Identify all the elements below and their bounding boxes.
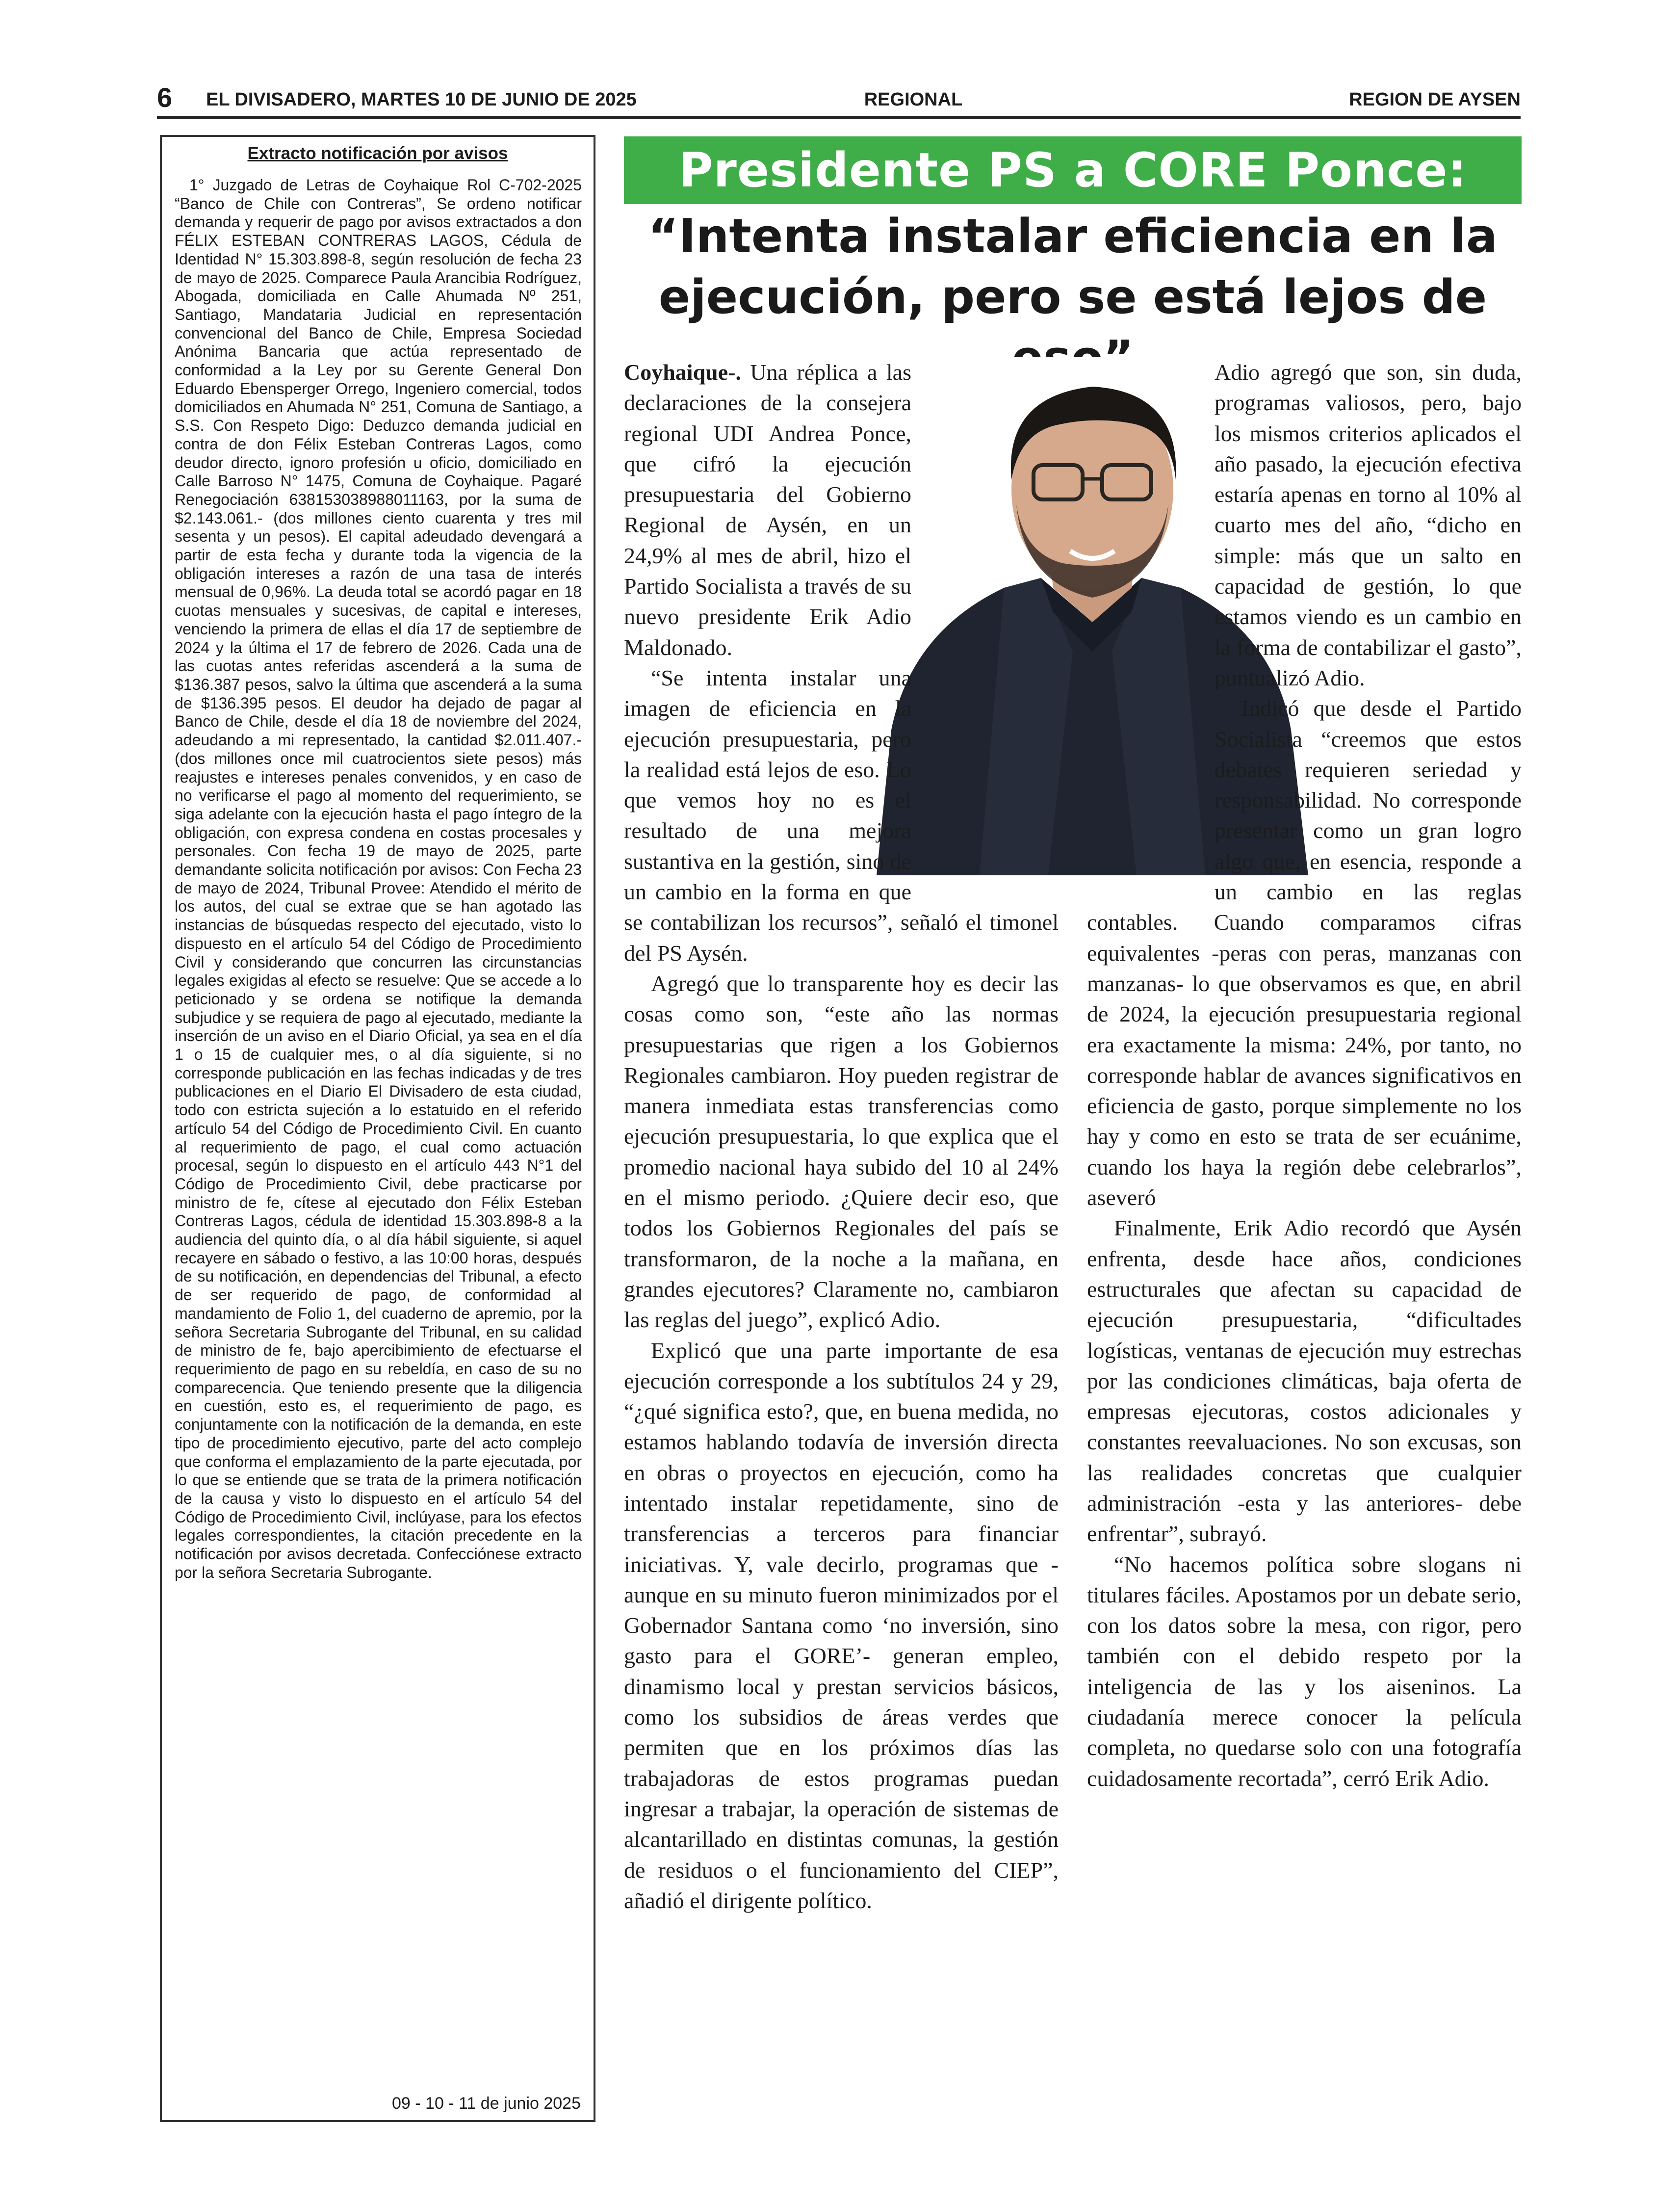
legal-notice-box xyxy=(160,135,595,2122)
article-column-left xyxy=(624,357,1059,2104)
article-paragraph: Coyhaique-. Una réplica a las declaraciones de la consejera regional UDI Andrea Ponce, que cifró la ejecución presupuestaria del Gobierno Regional de Aysén, en un 24,9% al mes de abril, hizo el Partido Socialista a través de su nuevo presidente Erik Adio Maldonado. xyxy=(624,360,911,660)
article-paragraph: Adio agregó que son, sin duda, programas valiosos, pero, bajo los mismos criterios aplicados el año pasado, la ejecución efectiva estaría apenas en torno al 10% al cuarto mes del año, “dicho en simple: más que un salto en capacidad de gestión, lo que estamos viendo es un cambio en la forma de contabilizar el gasto”, puntualizó Adio. xyxy=(1215,360,1522,690)
article-headline: “Intenta instalar eficiencia en la ejecución, pero se está lejos de xyxy=(648,210,1498,324)
article-paragraph: “Se intenta instalar una imagen de eficiencia en la ejecución presupuestaria, pero la realidad está lejos de eso. Lo que vemos hoy no es el resultado de una mejora sustantiva en la gestión, sino de un cambio en la forma en que se contabilizan los recursos”, señaló el timonel del PS Aysén. xyxy=(624,665,1059,966)
article-column-right xyxy=(1087,357,1522,2104)
running-header xyxy=(157,82,1521,117)
publication-line: EL DIVISADERO, MARTES 10 DE JUNIO DE 2025 xyxy=(206,89,637,110)
article-body xyxy=(624,357,1522,2104)
section-label: REGIONAL xyxy=(864,89,963,110)
page-number: 6 xyxy=(157,82,173,113)
article-kicker: Presidente PS a CORE Ponce: xyxy=(624,136,1522,204)
notice-dates: 09 - 10 - 11 de junio 2025 xyxy=(392,2094,581,2113)
article-paragraph: Finalmente, Erik Adio recordó que Aysén enfrenta, desde hace años, condiciones estructurales que afectan su capacidad de ejecución presupuestaria, “dificultades logísticas, ventanas de ejecución muy estrechas por las condiciones climáticas, baja oferta de empresas ejecutoras, costos adicionales y constantes reevaluaciones. No son excusas, son las realidades concretas que cualquier administración -esta y las anteriores- debe enfrentar”, subrayó. xyxy=(1087,1215,1522,1547)
article-paragraph: “No hacemos política sobre slogans ni titulares fáciles. Apostamos por un debate serio, con los datos sobre la mesa, con rigor, pero también con el debido respeto por la inteligencia de las y los aiseninos. La ciudadanía merece conocer la película completa, no quedarse solo con una fotografía cuidadosamente recortada”, cerró Erik Adio. xyxy=(1087,1551,1522,1791)
article-paragraph: Explicó que una parte importante de esa ejecución corresponde a los subtítulos 24 y 29, “¿qué significa esto?, que, en buena medida, no estamos hablando todavía de inversión directa en obras o proyectos en ejecución, como ha intentado instalar repetidamente, sino de transferencias a terceros para financiar iniciativas. Y, vale decirlo, programas que -aunque en su minuto fueron minimizados por el Gobernador Santana como ‘no inversión, sino gasto para el GORE’- generan empleo, dinamismo local y prestan servicios básicos, como los subsidios de áreas verdes que permiten que en los próximos días las trabajadoras de estos programas puedan ingresar a trabajar, la operación de sistemas de alcantarillado en distintas comunas, la gestión de residuos o el funcionamiento del CIEP”, añadió el dirigente político. xyxy=(624,1337,1059,1913)
article-paragraph: Indicó que desde el Partido Socialista “creemos que estos debates requieren seriedad y responsabilidad. No corresponde presentar como un gran logro algo que, en esencia, responde a un cambio en las reglas contables. Cuando comparamos cifras equivalentes -peras con peras, manzanas con manzanas- lo que observamos es que, en abril de 2024, la ejecución presupuestaria regional era exactamente la misma: 24%, por tanto, no corresponde hablar de avances significativos en eficiencia de gasto, porque simplemente no los hay y como en esto se trata de ser ecuánime, cuando los haya la región debe celebrarlos”, aseveró xyxy=(1087,696,1522,1210)
notice-body: 1° Juzgado de Letras de Coyhaique Rol C-702-2025 “Banco de Chile con Contreras”, Se ordeno notificar demanda y requerir de pago por avisos extractados a don FÉLIX ESTEBAN CONTRERAS LAGOS, Cédula de Identidad N° 15.303.898-8, según resolución de fecha 23 de mayo de 2025. Comparece Paula Arancibia Rodríguez, Abogada, domiciliada en Calle Ahumada Nº 251, Santiago, Mandataria Judicial en representación convencional del Banco de Chile, Empresa Sociedad Anónima Bancaria que actúa representado de conformidad a la Ley por su Gerente General Don Eduardo Ebensperger Orrego, Ingeniero comercial, todos domiciliados en Ahumada N° 251, Comuna de Santiago, a S.S. Con Respeto Digo: Deduzco demanda judicial en contra de don Félix Esteban Contreras Lagos, como deudor directo, ignoro profesión u oficio, domiciliado en Calle Barroso N° 1475, Comuna de Coyhaique. Pagaré Renegociación 638153038988011163, por la suma de $2.143.061.- (dos millones ciento cuarenta y tres mil sesenta y un pesos). El capital adeudado devengará a partir de esta fecha y durante toda la vigencia de la obligación intereses a razón de una tasa de interés mensual de 0,96%. La deuda total se acordó pagar en 18 cuotas mensuales y sucesivas, de capital e intereses, venciendo la primera de ellas el día 17 de septiembre de 2024 y la última el 17 de febrero de 2026. Cada una de las cuotas antes referidas ascenderá a la suma de $136.387 pesos, salvo la última que ascenderá a la suma de $136.395 pesos. El deudor ha dejado de pagar al Banco de Chile, desde el día 18 de noviembre del 2024, adeudando a mi representado, la cantidad $2.011.407.- (dos millones once mil cuatrocientos siete pesos) más reajustes e intereses penales convenidos, y en caso de no verificarse el pago al momento del requerimiento, se siga adelante con la ejecución hasta el pago íntegro de la obligación, con expresa condena en costas procesales y personales. Con fecha 19 de mayo de 2025, parte demandante solicita notificación por avisos: Con Fecha 23 de mayo de 2024, Tribunal Provee: Atendido el mérito de los autos, del cual se extrae que se han agotado las instancias de búsquedas respecto del ejecutado, visto lo dispuesto en el artículo 54 del Código de Procedimiento Civil y considerando que concurren las circunstancias legales exigidas al efecto se resuelve: Que se accede a lo peticionado y se ordena se notifique la demanda subjudice y se requiera de pago al ejecutado, mediante la inserción de un aviso en el Diario Oficial, ya sea en el día 1 o 15 de cualquier mes, o al día siguiente, si no corresponde publicación en las fechas indicadas y de tres publicaciones en el Diario El Divisadero de esta ciudad, todo con estricta sujeción a lo estatuido en el referido artículo 54 del Código de Procedimiento Civil. En cuanto al requerimiento de pago, el cual como actuación procesal, según lo dispuesto en el artículo 443 N°1 del Código de Procedimiento Civil, debe practicarse por ministro de fe, cítese al ejecutado don Félix Esteban Contreras Lagos, cédula de identidad 15.303.898-8 a la audiencia del quinto día, o al día hábil siguiente, si aquel recayere en sábado o festivo, a las 10:00 horas, después de su notificación, en dependencias del Tribunal, a efecto de ser requerido de pago, de conformidad al mandamiento de Folio 1, del cuaderno de apremio, por la señora Secretaria Subrogante del Tribunal, en su calidad de ministro de fe, bajo apercibimiento de efectuarse el requerimiento de pago en su rebeldía, en caso de su no comparecencia. Que teniendo presente que la diligencia en cuestión, esto es, el requerimiento de pago, es conjuntamente con la notificación de la demanda, en este tipo de procedimiento ejecutivo, parte del acto complejo que conforma el emplazamiento de la parte ejecutada, por lo que se entiende que se trata de la primera notificación de la causa y visto lo dispuesto en el artículo 54 del Código de Procedimiento Civil, inclúyase, para los efectos legales correspondientes, la citación precedente en la notificación por avisos decretada. Confecciónese extracto por la señora Secretaria Subrogante. xyxy=(175,176,582,1581)
notice-title: Extracto notificación por avisos xyxy=(247,144,508,163)
region-label: REGION DE AYSEN xyxy=(1349,89,1521,110)
article-paragraph: Agregó que lo transparente hoy es decir las cosas como son, “este año las normas presupuestarias que rigen a los Gobiernos Regionales cambiaron. Hoy pueden registrar de manera inmediata estas transferencias como ejecución presupuestaria, lo que explica que el promedio nacional haya subido del 10 al 24% en el mismo periodo. ¿Quiere decir eso, que todos los Gobiernos Regionales del país se transformaron, de la noche a la mañana, en grandes ejecutores? Claramente no, cambiaron las reglas del juego”, explicó Adio. xyxy=(624,970,1059,1333)
article-dateline: Coyhaique-. xyxy=(624,360,741,385)
header-rule xyxy=(157,116,1521,119)
